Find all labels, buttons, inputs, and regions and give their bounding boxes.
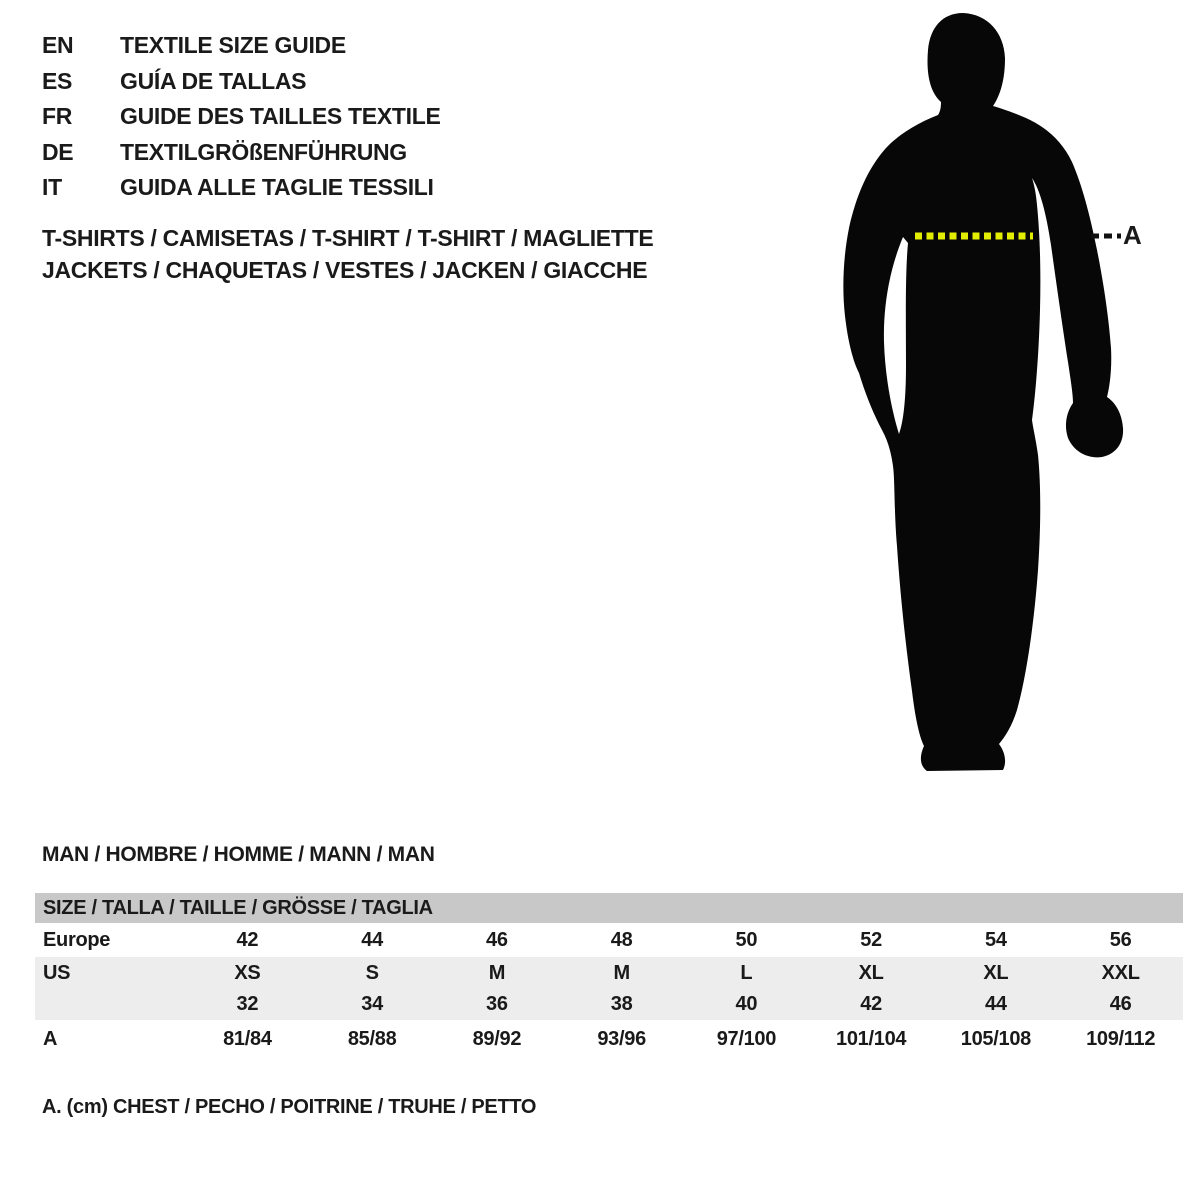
- language-code: IT: [42, 174, 62, 201]
- cell: 52: [860, 928, 882, 951]
- cell: 54: [985, 928, 1007, 951]
- table-row-us-numeric: [35, 989, 1183, 1020]
- cell: 32: [236, 993, 259, 1015]
- man-silhouette-figure: [820, 0, 1180, 790]
- table-row-us: [35, 957, 1183, 989]
- gender-heading: MAN / HOMBRE / HOMME / MANN / MAN: [42, 843, 435, 866]
- cell: 97/100: [716, 1027, 777, 1050]
- size-table-header: SIZE / TALLA / TAILLE / GRÖSSE / TAGLIA: [35, 893, 1183, 923]
- cell: M: [613, 961, 630, 984]
- cell: 42: [860, 993, 882, 1015]
- measure-label-a: A: [1123, 220, 1142, 250]
- language-row-de: [42, 135, 441, 171]
- category-jackets: JACKETS / CHAQUETAS / VESTES / JACKEN / GIACCHE: [42, 257, 648, 283]
- cell: 50: [735, 928, 758, 951]
- cell: S: [365, 961, 379, 984]
- cell: XXL: [1101, 961, 1140, 984]
- language-title: GUÍA DE TALLAS: [120, 67, 307, 94]
- cell: 44: [361, 928, 383, 951]
- cell: 93/96: [597, 1027, 646, 1050]
- cell: XL: [983, 961, 1009, 984]
- cell: 34: [361, 993, 383, 1015]
- cell: 42: [236, 928, 259, 951]
- size-table: [35, 893, 1183, 1058]
- product-categories: [42, 222, 653, 286]
- cell: 109/112: [1086, 1027, 1156, 1050]
- cell: 38: [610, 993, 633, 1015]
- language-list: [42, 28, 441, 206]
- category-tshirts: T-SHIRTS / CAMISETAS / T-SHIRT / T-SHIRT / MAGLIETTE: [42, 225, 654, 251]
- language-row-it: [42, 170, 441, 206]
- language-row-en: [42, 28, 441, 64]
- row-label: US: [43, 961, 71, 984]
- cell: 48: [610, 928, 633, 951]
- cell: 46: [486, 928, 508, 951]
- language-code: FR: [42, 103, 73, 130]
- language-title: GUIDE DES TAILLES TEXTILE: [120, 103, 441, 130]
- cell: 81/84: [223, 1027, 272, 1050]
- cell: 89/92: [472, 1027, 522, 1050]
- cell: M: [488, 961, 506, 984]
- cell: 105/108: [960, 1027, 1031, 1050]
- measurement-legend: A. (cm) CHEST / PECHO / POITRINE / TRUHE / PETTO: [42, 1096, 537, 1118]
- man-silhouette: [843, 13, 1123, 771]
- cell: 46: [1109, 993, 1132, 1015]
- cell: XL: [858, 961, 884, 984]
- cell: 36: [486, 993, 508, 1015]
- cell: 101/104: [836, 1027, 907, 1050]
- cell: 44: [985, 993, 1007, 1015]
- language-code: DE: [42, 138, 74, 165]
- table-row-chest-a: [35, 1020, 1183, 1058]
- cell: 56: [1109, 928, 1132, 951]
- cell: L: [740, 961, 753, 984]
- language-title: GUIDA ALLE TAGLIE TESSILI: [120, 174, 434, 201]
- language-code: ES: [42, 67, 73, 94]
- language-row-fr: [42, 99, 441, 135]
- row-label: Europe: [43, 928, 111, 951]
- language-code: EN: [42, 32, 74, 59]
- cell: XS: [234, 961, 261, 984]
- cell: 85/88: [347, 1027, 397, 1050]
- language-title: TEXTILE SIZE GUIDE: [120, 32, 346, 59]
- row-label: A: [43, 1027, 58, 1050]
- language-title: TEXTILGRÖßENFÜHRUNG: [120, 138, 407, 165]
- cell: 40: [735, 993, 758, 1015]
- language-row-es: [42, 64, 441, 100]
- table-row-europe: [35, 923, 1183, 957]
